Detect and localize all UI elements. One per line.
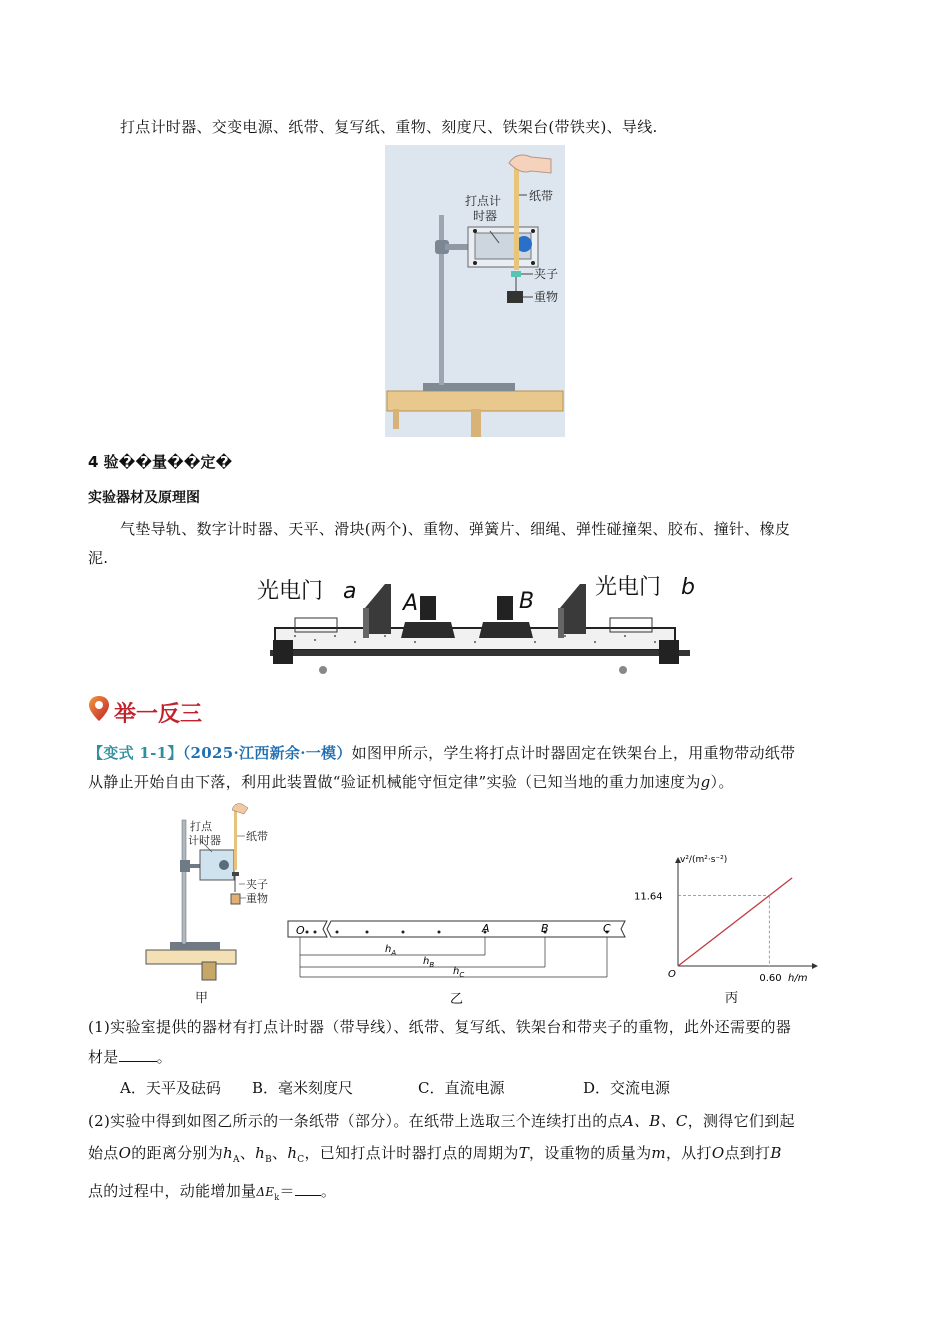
fig-jia — [140, 800, 280, 1010]
gate-b-letter: b — [681, 575, 695, 600]
gate-a-letter: a — [343, 579, 357, 604]
q2-text-f: 点到打 — [724, 1144, 771, 1162]
q2-B: B — [770, 1144, 782, 1162]
variant-tag: 【变式 1-1】 — [88, 744, 183, 762]
q1-line1: (1)实验室提供的器材有打点计时器（带导线）、纸带、复写纸、铁架台和带夹子的重物，此外还需要的器 — [88, 1018, 792, 1036]
equipment-list: 打点计时器、交变电源、纸带、复写纸、重物、刻度尺、铁架台(带铁夹)、导线. — [120, 118, 658, 136]
slider-a-label: A — [403, 591, 419, 616]
q2-hC-sub: C — [297, 1155, 305, 1165]
jia-label-timer-2: 计时器 — [188, 834, 221, 847]
yi-C: C — [603, 922, 611, 935]
equipment-list-2: 气垫导轨、数字计时器、天平、滑块(两个)、重物、弹簧片、细绳、弹性碰撞架、胶布、撞针、橡皮 — [120, 520, 791, 538]
q1-answer-blank[interactable] — [119, 1047, 157, 1062]
jia-label-weight: 重物 — [246, 892, 268, 905]
q2-O2: O — [711, 1144, 725, 1162]
stem-text-1: 如图甲所示，学生将打点计时器固定在铁架台上，用重物带动纸带 — [351, 744, 796, 762]
q2-text-c: ，已知打点计时器打点的周期为 — [304, 1144, 519, 1162]
jia-label-timer-1: 打点 — [190, 820, 212, 833]
label-weight: 重物 — [534, 290, 559, 304]
q2-hA: h — [223, 1144, 233, 1162]
q2-points: A、B、C — [622, 1112, 688, 1130]
bing-caption: 丙 — [725, 991, 739, 1006]
q2-m: m — [651, 1144, 666, 1162]
jia-label-tape: 纸带 — [246, 830, 268, 843]
yi-caption: 乙 — [450, 992, 464, 1007]
q2-line3 — [88, 1176, 863, 1213]
q2-dEk-sub: k — [274, 1193, 280, 1202]
q2-hB-sub: B — [265, 1155, 273, 1165]
jia-label-clip: 夹子 — [246, 878, 268, 891]
section-subheading: 实验器材及原理图 — [88, 490, 200, 506]
practice-stem-2 — [88, 767, 863, 797]
y-axis-label: v²/(m²·s⁻²) — [680, 855, 728, 865]
q2-line2: 始点O的距离分别为$h_A$、$h_B$、$h_C$，已知打点计时器打点的周期为T，设重物的质量为m，从打O点到打B — [88, 1144, 782, 1165]
air-track-figure — [255, 570, 695, 685]
location-pin-icon — [88, 694, 110, 724]
yi-hC: $h_C$ — [453, 966, 465, 979]
q1-line2-end: 。 — [156, 1048, 172, 1066]
q2-text-a: 始点 — [88, 1144, 119, 1162]
x-tick-label: 0.60 — [759, 973, 782, 984]
q2-O: O — [118, 1144, 132, 1162]
label-tape: 纸带 — [529, 189, 554, 203]
label-clip: 夹子 — [534, 267, 559, 281]
stem-end: ）。 — [710, 773, 734, 791]
slider-b-label: B — [519, 589, 535, 614]
q2-hA-sub: A — [233, 1155, 240, 1165]
section-heading: 4 验��量��定� — [88, 453, 233, 471]
q1-line2 — [88, 1042, 863, 1072]
yi-O: O — [296, 924, 305, 937]
gate-a-label: 光电门 — [257, 579, 324, 604]
x-axis-label: h/m — [788, 973, 808, 984]
stem-text-2: 从静止开始自由下落，利用此装置做“验证机械能守恒定律”实验（已知当地的重力加速度为 — [88, 773, 701, 791]
yi-hA: $h_A$ — [385, 944, 397, 957]
q2-line1-text: (2)实验中得到如图乙所示的一条纸带（部分）。在纸带上选取三个连续打出的点 — [88, 1112, 623, 1130]
ticker-timer-figure — [385, 145, 565, 437]
origin-label: O — [668, 969, 676, 980]
stem-g: g — [700, 773, 711, 791]
q2-hC: h — [287, 1144, 298, 1162]
gate-b-label: 光电门 — [595, 575, 662, 600]
q2-line3-end: 。 — [320, 1182, 337, 1200]
q2-answer-blank[interactable] — [295, 1181, 321, 1196]
yi-A: A — [482, 922, 490, 935]
q2-dEk: ΔE — [256, 1185, 275, 1199]
q2-text-d: ，设重物的质量为 — [529, 1144, 652, 1162]
equipment-list-2-end: 泥. — [88, 549, 109, 567]
q2-text-g: 点的过程中，动能增加量 — [88, 1182, 257, 1200]
q2-line1 — [88, 1106, 863, 1136]
source-tag: （2025·江西新余·一模） — [182, 744, 352, 762]
yi-hB: $h_B$ — [423, 956, 435, 969]
series-line — [678, 878, 792, 966]
label-timer-2: 时器 — [473, 209, 498, 223]
fig-bing-chart — [630, 848, 820, 1008]
q2-T: T — [518, 1144, 529, 1162]
practice-stem-1 — [88, 738, 863, 768]
q1-option-d[interactable]: D．交流电源 — [583, 1079, 671, 1097]
label-timer-1: 打点计 — [465, 194, 502, 208]
practice-title: 举一反三 — [114, 702, 203, 727]
q1-line2-text: 材是 — [88, 1048, 119, 1066]
q2-equals: ＝ — [279, 1182, 295, 1200]
q1-option-b[interactable]: B．毫米刻度尺 — [252, 1079, 354, 1097]
y-tick-label: 11.64 — [634, 891, 663, 903]
q2-text-b: 的距离分别为 — [131, 1144, 224, 1162]
q2-line1-end: ，测得它们到起 — [687, 1112, 795, 1130]
q1-option-c[interactable]: C．直流电源 — [418, 1079, 505, 1097]
fig-yi — [285, 915, 635, 1010]
yi-B: B — [541, 922, 549, 935]
q1-option-a[interactable]: A．天平及砝码 — [120, 1079, 221, 1097]
q2-text-e: ，从打 — [665, 1144, 712, 1162]
q2-hB: h — [255, 1144, 266, 1162]
jia-caption: 甲 — [195, 991, 209, 1006]
